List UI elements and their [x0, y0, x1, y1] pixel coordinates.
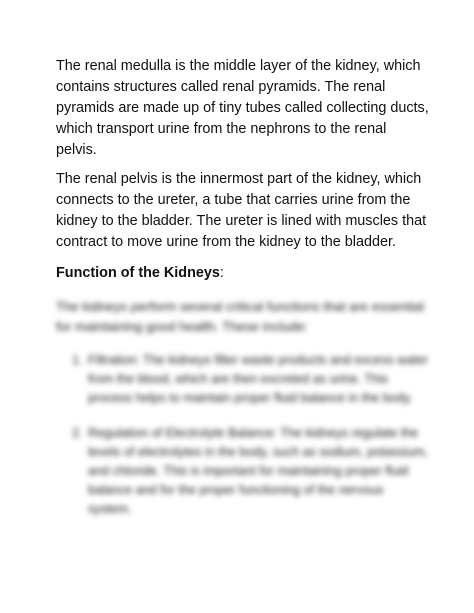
functions-list: [56, 351, 430, 519]
section-heading-suffix: :: [219, 265, 224, 281]
blurred-preview-section: [56, 297, 430, 519]
section-heading: [56, 263, 430, 284]
list-item: 2. Regulation of Electrolyte Balance: The kidneys regulate the levels of electrolytes in the body, such as sodium, potassium, and chloride. This is important for maintaining proper fluid balance and for the proper functioning of the nervous system.: [86, 424, 430, 519]
section-heading-text: Function of the Kidneys: [56, 265, 220, 281]
list-item: 1. Filtration: The kidneys filter waste products and excess water from the blood, which are then excreted as urine. This process helps to maintain proper fluid balance in the body.: [86, 351, 430, 408]
paragraph-renal-pelvis: The renal pelvis is the innermost part of the kidney, which connects to the ureter, a tube that carries urine from the kidney to the bladder. The ureter is lined with muscles that contract to move urine from the kidney to the bladder.: [56, 171, 427, 250]
paragraph-renal-medulla: The renal medulla is the middle layer of the kidney, which contains structures called renal pyramids. The renal pyramids are made up of tiny tubes called collecting ducts, which transport urine from the nephrons to the renal pelvis.: [56, 58, 429, 158]
blurred-intro-paragraph: The kidneys perform several critical functions that are essential for maintaining good health. These include:: [56, 299, 424, 334]
